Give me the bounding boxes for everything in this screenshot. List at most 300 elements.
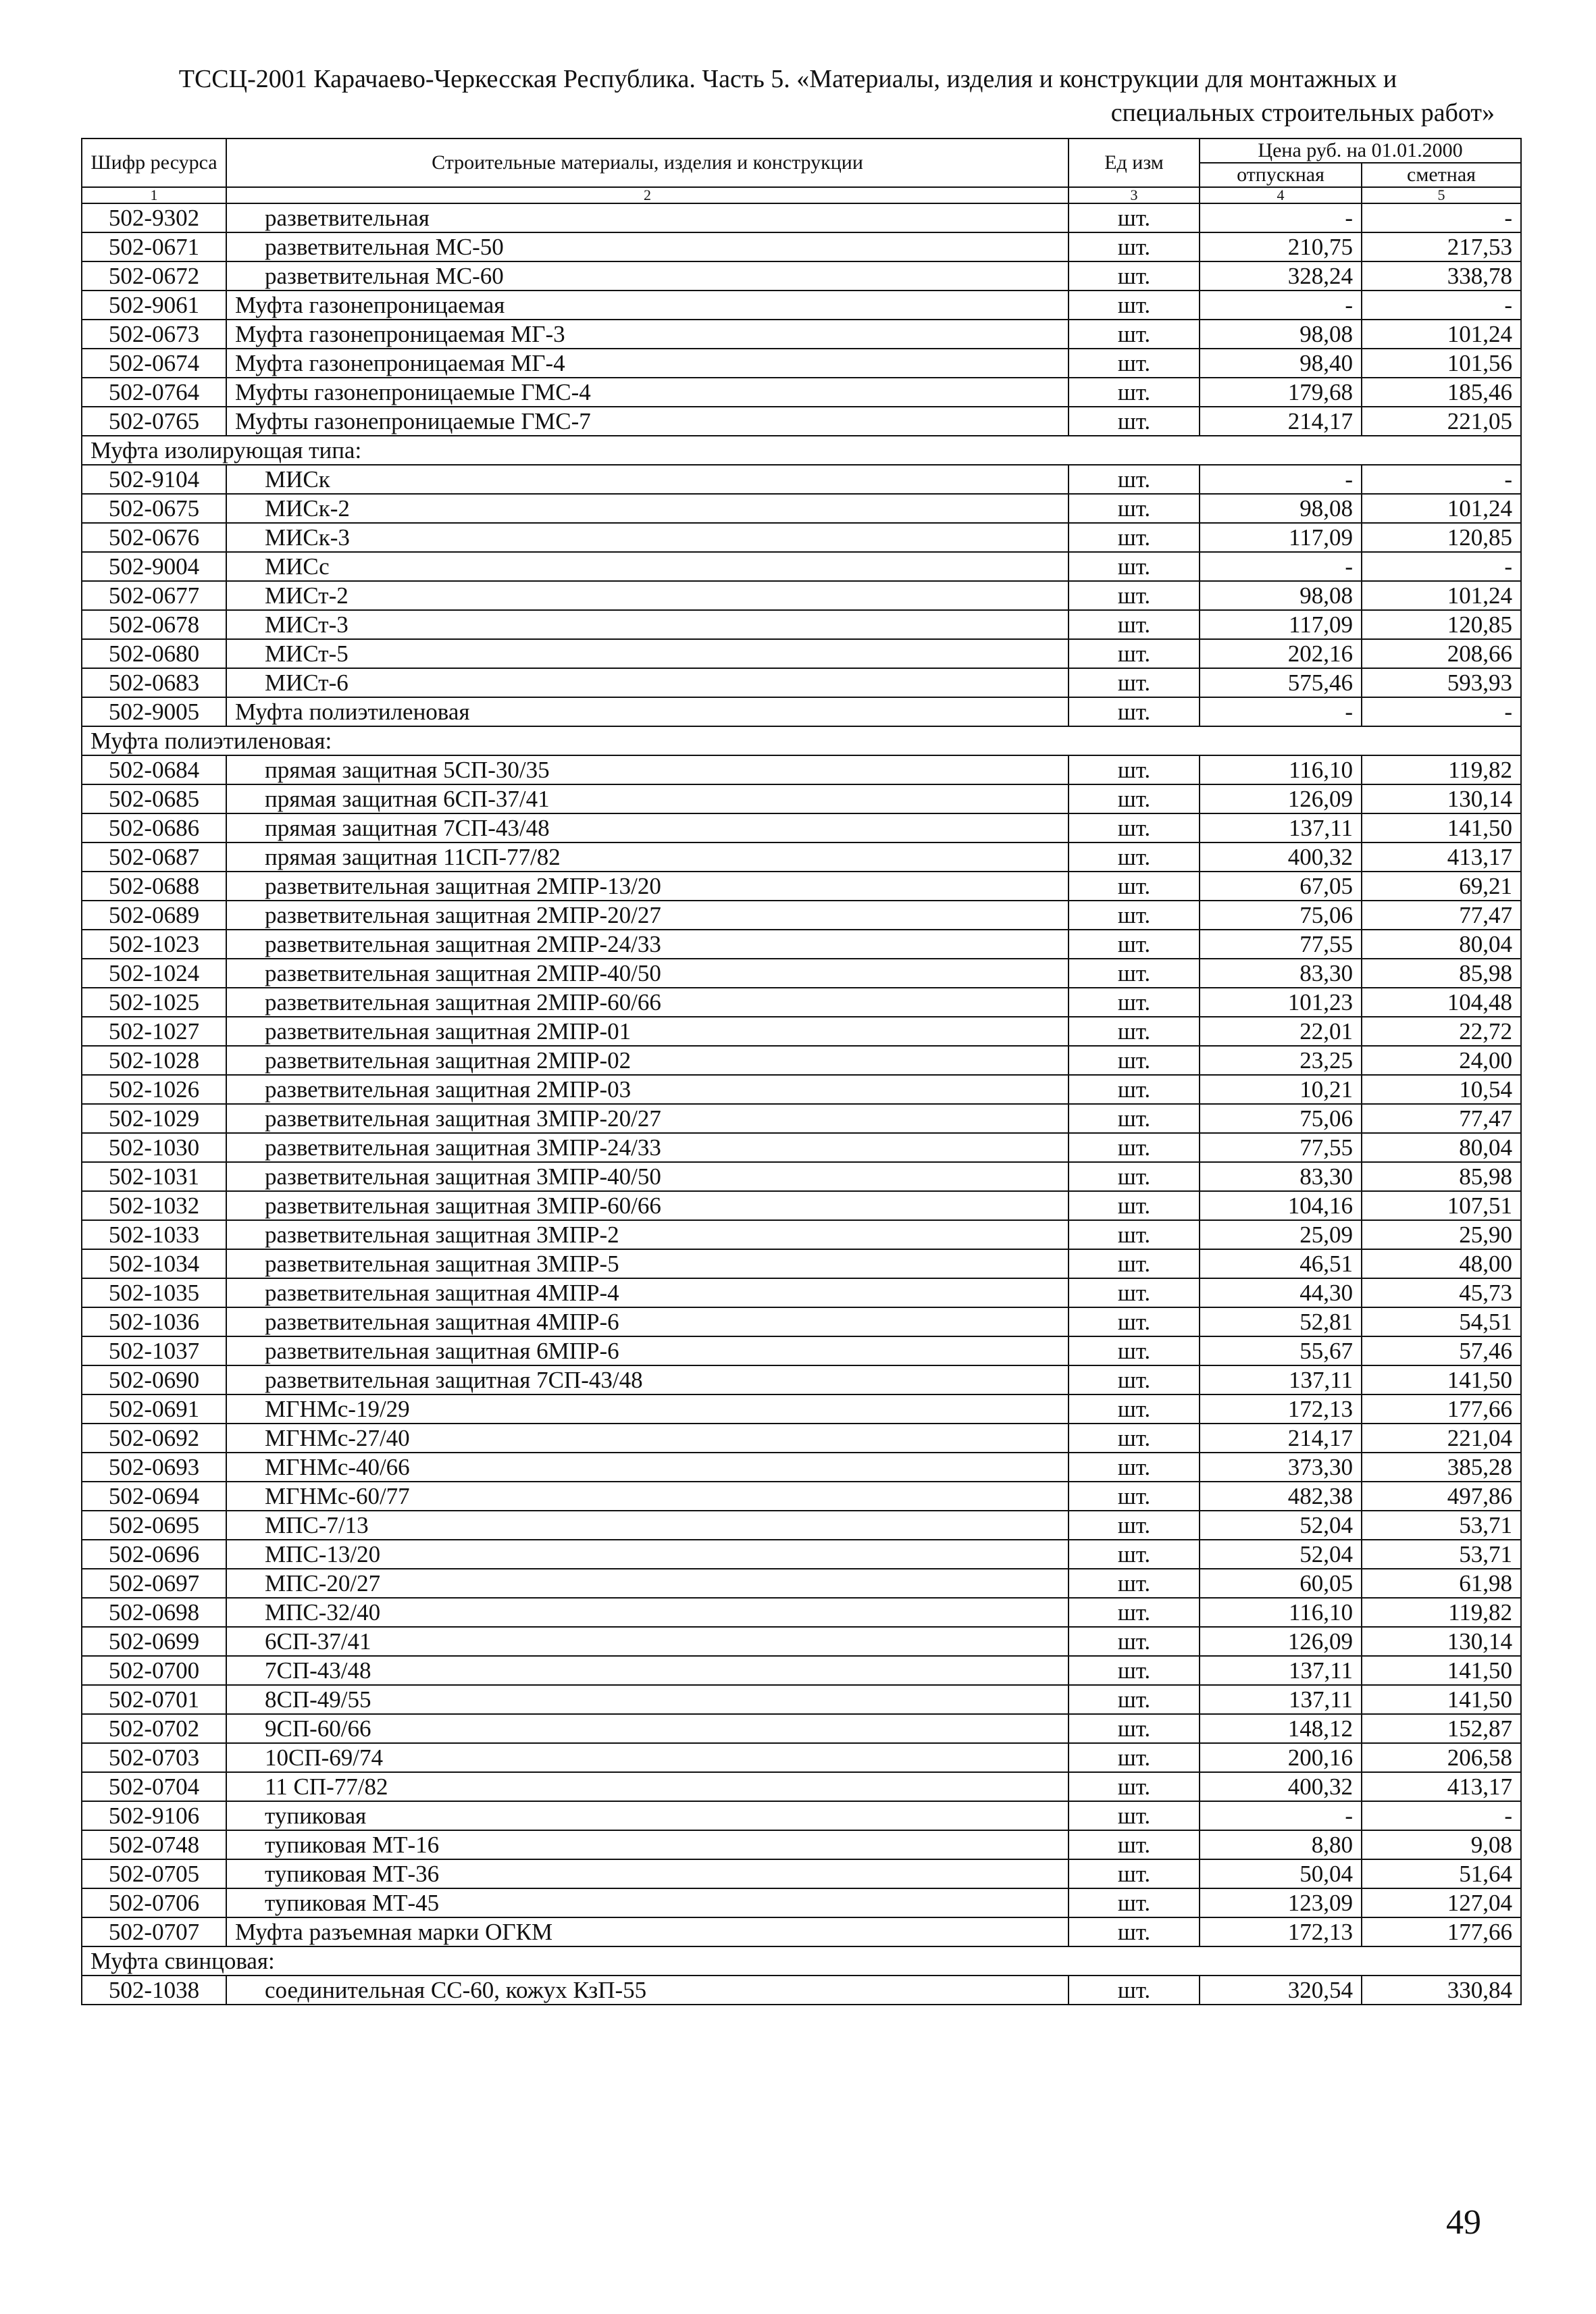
resource-code: 502-0698 [82,1598,226,1627]
material-name: прямая защитная 6СП-37/41 [226,784,1069,813]
unit-cell: шт. [1069,1336,1200,1365]
material-name: МГНМс-19/29 [226,1394,1069,1424]
table-row [82,1191,1521,1220]
release-price: 126,09 [1200,784,1362,813]
material-name: тупиковая МТ-16 [226,1830,1069,1859]
estimate-price: 61,98 [1362,1569,1521,1598]
material-name: 10СП-69/74 [226,1743,1069,1772]
table-row [82,378,1521,407]
estimate-price: 24,00 [1362,1046,1521,1075]
estimate-price: 119,82 [1362,1598,1521,1627]
table-row [82,1075,1521,1104]
estimate-price: 141,50 [1362,813,1521,842]
release-price: 123,09 [1200,1888,1362,1917]
resource-code: 502-1028 [82,1046,226,1075]
material-name: МГНМс-27/40 [226,1424,1069,1453]
column-number: 4 [1200,187,1362,203]
material-name: разветвительная МС-50 [226,232,1069,261]
estimate-price: 152,87 [1362,1714,1521,1743]
unit-cell: шт. [1069,1627,1200,1656]
release-price: 67,05 [1200,872,1362,901]
unit-cell: шт. [1069,1511,1200,1540]
resource-code: 502-1031 [82,1162,226,1191]
price-table [81,138,1522,2005]
unit-cell: шт. [1069,959,1200,988]
resource-code: 502-0686 [82,813,226,842]
estimate-price: 101,24 [1362,581,1521,610]
release-price: 25,09 [1200,1220,1362,1249]
material-name: прямая защитная 7СП-43/48 [226,813,1069,842]
table-row [82,1801,1521,1830]
table-row [82,552,1521,581]
release-price: 75,06 [1200,1104,1362,1133]
resource-code: 502-9302 [82,203,226,232]
material-name: разветвительная защитная 2МПР-02 [226,1046,1069,1075]
estimate-price: 104,48 [1362,988,1521,1017]
table-row [82,1859,1521,1888]
estimate-price: - [1362,203,1521,232]
material-name: 7СП-43/48 [226,1656,1069,1685]
release-price: 83,30 [1200,1162,1362,1191]
resource-code: 502-0675 [82,494,226,523]
unit-cell: шт. [1069,1133,1200,1162]
unit-cell: шт. [1069,610,1200,639]
table-row [82,581,1521,610]
estimate-price: 141,50 [1362,1685,1521,1714]
resource-code: 502-0688 [82,872,226,901]
table-row [82,1976,1521,2005]
unit-cell: шт. [1069,1104,1200,1133]
header-code: Шифр ресурса [82,139,226,187]
unit-cell: шт. [1069,1976,1200,2005]
material-name: разветвительная защитная 2МПР-60/66 [226,988,1069,1017]
release-price: 77,55 [1200,930,1362,959]
resource-code: 502-9061 [82,291,226,320]
table-row [82,261,1521,291]
material-name: 11 СП-77/82 [226,1772,1069,1801]
table-row [82,1046,1521,1075]
unit-cell: шт. [1069,1394,1200,1424]
material-name: разветвительная защитная 4МПР-4 [226,1278,1069,1307]
release-price: 126,09 [1200,1627,1362,1656]
release-price: 116,10 [1200,755,1362,784]
resource-code: 502-1029 [82,1104,226,1133]
release-price: 137,11 [1200,1365,1362,1394]
unit-cell: шт. [1069,842,1200,872]
estimate-price: 80,04 [1362,930,1521,959]
unit-cell: шт. [1069,1888,1200,1917]
resource-code: 502-0704 [82,1772,226,1801]
resource-code: 502-0695 [82,1511,226,1540]
release-price: 77,55 [1200,1133,1362,1162]
table-row [82,1365,1521,1394]
estimate-price: 127,04 [1362,1888,1521,1917]
release-price: 200,16 [1200,1743,1362,1772]
table-row [82,1104,1521,1133]
unit-cell: шт. [1069,813,1200,842]
estimate-price: 120,85 [1362,523,1521,552]
unit-cell: шт. [1069,1569,1200,1598]
material-name: МИСк-3 [226,523,1069,552]
material-name: тупиковая МТ-36 [226,1859,1069,1888]
document-title [81,62,1495,130]
table-row [82,320,1521,349]
section-row [82,726,1521,755]
page-number: 49 [1446,2203,1481,2242]
resource-code: 502-0705 [82,1859,226,1888]
material-name: разветвительная МС-60 [226,261,1069,291]
unit-cell: шт. [1069,1917,1200,1946]
table-row [82,523,1521,552]
release-price: 22,01 [1200,1017,1362,1046]
table-row [82,901,1521,930]
resource-code: 502-1025 [82,988,226,1017]
estimate-price: 57,46 [1362,1336,1521,1365]
material-name: разветвительная [226,203,1069,232]
resource-code: 502-1034 [82,1249,226,1278]
unit-cell: шт. [1069,1540,1200,1569]
unit-cell: шт. [1069,755,1200,784]
resource-code: 502-1023 [82,930,226,959]
estimate-price: - [1362,291,1521,320]
table-row [82,697,1521,726]
release-price: 116,10 [1200,1598,1362,1627]
material-name: разветвительная защитная 2МПР-01 [226,1017,1069,1046]
estimate-price: 101,24 [1362,320,1521,349]
unit-cell: шт. [1069,1249,1200,1278]
table-row [82,1220,1521,1249]
table-row [82,349,1521,378]
table-row [82,930,1521,959]
estimate-price: 385,28 [1362,1453,1521,1482]
resource-code: 502-0677 [82,581,226,610]
resource-code: 502-0707 [82,1917,226,1946]
unit-cell: шт. [1069,697,1200,726]
table-row [82,1162,1521,1191]
document-title-line2: специальных строительных работ» [1110,99,1495,127]
resource-code: 502-0680 [82,639,226,668]
unit-cell: шт. [1069,668,1200,697]
table-row [82,1917,1521,1946]
unit-cell: шт. [1069,988,1200,1017]
resource-code: 502-9004 [82,552,226,581]
material-name: разветвительная защитная 2МПР-13/20 [226,872,1069,901]
column-number: 5 [1362,187,1521,203]
release-price: 172,13 [1200,1917,1362,1946]
resource-code: 502-0676 [82,523,226,552]
estimate-price: 413,17 [1362,1772,1521,1801]
unit-cell: шт. [1069,1714,1200,1743]
unit-cell: шт. [1069,1656,1200,1685]
resource-code: 502-0689 [82,901,226,930]
table-row [82,1772,1521,1801]
unit-cell: шт. [1069,1424,1200,1453]
unit-cell: шт. [1069,291,1200,320]
estimate-price: 107,51 [1362,1191,1521,1220]
material-name: разветвительная защитная 2МПР-24/33 [226,930,1069,959]
unit-cell: шт. [1069,1859,1200,1888]
material-name: 9СП-60/66 [226,1714,1069,1743]
resource-code: 502-0674 [82,349,226,378]
release-price: 148,12 [1200,1714,1362,1743]
header-price-group: Цена руб. на 01.01.2000 [1200,139,1521,163]
header-price-release: отпускная [1200,163,1362,187]
unit-cell: шт. [1069,1046,1200,1075]
material-name: 8СП-49/55 [226,1685,1069,1714]
table-row [82,1453,1521,1482]
unit-cell: шт. [1069,639,1200,668]
header-name: Строительные материалы, изделия и конструкции [226,139,1069,187]
resource-code: 502-0673 [82,320,226,349]
estimate-price: - [1362,552,1521,581]
unit-cell: шт. [1069,1830,1200,1859]
table-row [82,291,1521,320]
estimate-price: 80,04 [1362,1133,1521,1162]
estimate-price: 77,47 [1362,901,1521,930]
header-price-estimate: сметная [1362,163,1521,187]
resource-code: 502-9106 [82,1801,226,1830]
material-name: разветвительная защитная 7СП-43/48 [226,1365,1069,1394]
material-name: Муфта разъемная марки ОГКМ [226,1917,1069,1946]
resource-code: 502-0672 [82,261,226,291]
table-row [82,203,1521,232]
resource-code: 502-0700 [82,1656,226,1685]
release-price: 23,25 [1200,1046,1362,1075]
unit-cell: шт. [1069,1278,1200,1307]
unit-cell: шт. [1069,552,1200,581]
section-row [82,436,1521,465]
unit-cell: шт. [1069,1482,1200,1511]
release-price: 101,23 [1200,988,1362,1017]
release-price: 172,13 [1200,1394,1362,1424]
release-price: 117,09 [1200,610,1362,639]
resource-code: 502-0699 [82,1627,226,1656]
document-title-line1: ТССЦ-2001 Карачаево-Черкесская Республика. Часть 5. «Материалы, изделия и конструкции для монтажных и [178,65,1397,93]
estimate-price: 51,64 [1362,1859,1521,1888]
unit-cell: шт. [1069,1017,1200,1046]
release-price: - [1200,552,1362,581]
material-name: Муфты газонепроницаемые ГМС-4 [226,378,1069,407]
unit-cell: шт. [1069,930,1200,959]
material-name: разветвительная защитная 3МПР-60/66 [226,1191,1069,1220]
material-name: разветвительная защитная 6МПР-6 [226,1336,1069,1365]
section-title: Муфта полиэтиленовая: [82,726,1521,755]
resource-code: 502-0693 [82,1453,226,1482]
material-name: МПС-20/27 [226,1569,1069,1598]
unit-cell: шт. [1069,465,1200,494]
resource-code: 502-0696 [82,1540,226,1569]
estimate-price: 221,04 [1362,1424,1521,1453]
release-price: 75,06 [1200,901,1362,930]
estimate-price: 25,90 [1362,1220,1521,1249]
table-row [82,1017,1521,1046]
table-row [82,1685,1521,1714]
resource-code: 502-9104 [82,465,226,494]
estimate-price: 53,71 [1362,1540,1521,1569]
estimate-price: 177,66 [1362,1917,1521,1946]
release-price: 575,46 [1200,668,1362,697]
resource-code: 502-0694 [82,1482,226,1511]
release-price: 137,11 [1200,1685,1362,1714]
estimate-price: 208,66 [1362,639,1521,668]
material-name: разветвительная защитная 3МПР-2 [226,1220,1069,1249]
release-price: - [1200,1801,1362,1830]
release-price: 98,40 [1200,349,1362,378]
table-row [82,959,1521,988]
resource-code: 502-0687 [82,842,226,872]
release-price: 117,09 [1200,523,1362,552]
resource-code: 502-0671 [82,232,226,261]
table-row [82,232,1521,261]
unit-cell: шт. [1069,1191,1200,1220]
unit-cell: шт. [1069,581,1200,610]
header-unit: Ед изм [1069,139,1200,187]
table-row [82,1511,1521,1540]
release-price: 98,08 [1200,494,1362,523]
table-row [82,1627,1521,1656]
table-row [82,1656,1521,1685]
material-name: МИСт-5 [226,639,1069,668]
release-price: 46,51 [1200,1249,1362,1278]
table-row [82,1424,1521,1453]
resource-code: 502-0703 [82,1743,226,1772]
material-name: разветвительная защитная 2МПР-40/50 [226,959,1069,988]
material-name: МИСс [226,552,1069,581]
unit-cell: шт. [1069,232,1200,261]
unit-cell: шт. [1069,1453,1200,1482]
resource-code: 502-0690 [82,1365,226,1394]
table-row [82,1249,1521,1278]
release-price: 214,17 [1200,407,1362,436]
table-row [82,407,1521,436]
table-row [82,755,1521,784]
resource-code: 502-1032 [82,1191,226,1220]
estimate-price: 85,98 [1362,1162,1521,1191]
estimate-price: 69,21 [1362,872,1521,901]
unit-cell: шт. [1069,1075,1200,1104]
unit-cell: шт. [1069,349,1200,378]
table-row [82,842,1521,872]
release-price: 8,80 [1200,1830,1362,1859]
section-title: Муфта изолирующая типа: [82,436,1521,465]
release-price: 328,24 [1200,261,1362,291]
resource-code: 502-9005 [82,697,226,726]
unit-cell: шт. [1069,784,1200,813]
estimate-price: 45,73 [1362,1278,1521,1307]
unit-cell: шт. [1069,1307,1200,1336]
material-name: МПС-7/13 [226,1511,1069,1540]
material-name: МИСт-3 [226,610,1069,639]
estimate-price: 177,66 [1362,1394,1521,1424]
estimate-price: 497,86 [1362,1482,1521,1511]
release-price: - [1200,697,1362,726]
resource-code: 502-0683 [82,668,226,697]
estimate-price: 101,24 [1362,494,1521,523]
resource-code: 502-1033 [82,1220,226,1249]
material-name: тупиковая МТ-45 [226,1888,1069,1917]
estimate-price: 338,78 [1362,261,1521,291]
estimate-price: - [1362,465,1521,494]
estimate-price: 53,71 [1362,1511,1521,1540]
material-name: МПС-13/20 [226,1540,1069,1569]
material-name: Муфта полиэтиленовая [226,697,1069,726]
material-name: разветвительная защитная 2МПР-20/27 [226,901,1069,930]
resource-code: 502-1038 [82,1976,226,2005]
material-name: тупиковая [226,1801,1069,1830]
release-price: 55,67 [1200,1336,1362,1365]
release-price: 104,16 [1200,1191,1362,1220]
resource-code: 502-1037 [82,1336,226,1365]
column-number: 2 [226,187,1069,203]
resource-code: 502-0764 [82,378,226,407]
resource-code: 502-0706 [82,1888,226,1917]
unit-cell: шт. [1069,1743,1200,1772]
release-price: 50,04 [1200,1859,1362,1888]
unit-cell: шт. [1069,261,1200,291]
release-price: 98,08 [1200,581,1362,610]
unit-cell: шт. [1069,901,1200,930]
material-name: разветвительная защитная 4МПР-6 [226,1307,1069,1336]
material-name: МИСк-2 [226,494,1069,523]
release-price: - [1200,465,1362,494]
material-name: разветвительная защитная 3МПР-24/33 [226,1133,1069,1162]
table-row [82,639,1521,668]
table-row [82,1540,1521,1569]
table-row [82,1830,1521,1859]
table-row [82,784,1521,813]
unit-cell: шт. [1069,1685,1200,1714]
material-name: разветвительная защитная 2МПР-03 [226,1075,1069,1104]
table-row [82,872,1521,901]
unit-cell: шт. [1069,523,1200,552]
estimate-price: 185,46 [1362,378,1521,407]
material-name: МГНМс-60/77 [226,1482,1069,1511]
unit-cell: шт. [1069,378,1200,407]
table-row [82,465,1521,494]
column-numbers-row [82,187,1521,203]
material-name: разветвительная защитная 3МПР-5 [226,1249,1069,1278]
table-row [82,494,1521,523]
resource-code: 502-1026 [82,1075,226,1104]
estimate-price: 217,53 [1362,232,1521,261]
material-name: разветвительная защитная 3МПР-20/27 [226,1104,1069,1133]
release-price: 83,30 [1200,959,1362,988]
estimate-price: 120,85 [1362,610,1521,639]
material-name: МИСт-6 [226,668,1069,697]
estimate-price: 119,82 [1362,755,1521,784]
table-body [82,203,1521,2005]
table-row [82,1307,1521,1336]
material-name: МГНМс-40/66 [226,1453,1069,1482]
material-name: МИСк [226,465,1069,494]
release-price: 44,30 [1200,1278,1362,1307]
table-row [82,1278,1521,1307]
estimate-price: 593,93 [1362,668,1521,697]
table-row [82,988,1521,1017]
resource-code: 502-1035 [82,1278,226,1307]
material-name: прямая защитная 11СП-77/82 [226,842,1069,872]
resource-code: 502-0702 [82,1714,226,1743]
estimate-price: 221,05 [1362,407,1521,436]
table-row [82,813,1521,842]
unit-cell: шт. [1069,1801,1200,1830]
unit-cell: шт. [1069,1365,1200,1394]
release-price: 400,32 [1200,1772,1362,1801]
resource-code: 502-0678 [82,610,226,639]
release-price: 137,11 [1200,813,1362,842]
resource-code: 502-0765 [82,407,226,436]
table-row [82,1569,1521,1598]
